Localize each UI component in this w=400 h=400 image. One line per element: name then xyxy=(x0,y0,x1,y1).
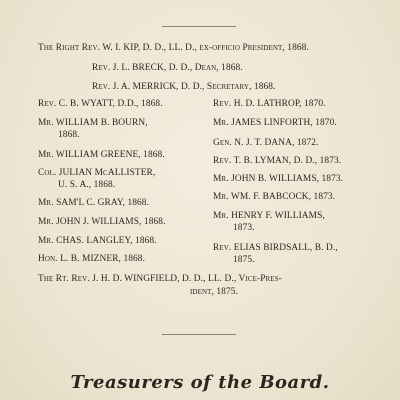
right-entry: Mr. JOHN B. WILLIAMS, 1873. xyxy=(213,174,344,184)
president-line: The Right Rev. W. I. KIP, D. D., LL. D., ex-officio President, 1868. xyxy=(38,43,309,53)
vice-president-line-continued: ident, 1875. xyxy=(190,287,238,297)
left-entry: Mr. CHAS. LANGLEY, 1868. xyxy=(38,236,157,246)
vice-president-line: The Rt. Rev. J. H. D. WINGFIELD, D. D., LL. D., Vice-Pres- xyxy=(38,274,282,284)
left-entry: Hon. L. B. MIZNER, 1868. xyxy=(38,254,146,264)
right-entry: Rev. H. D. LATHROP, 1870. xyxy=(213,99,326,109)
right-entry-continued: 1875. xyxy=(233,255,255,265)
right-entry: Mr. HENRY F. WILLIAMS, xyxy=(213,211,325,221)
right-entry: Mr. JAMES LINFORTH, 1870. xyxy=(213,118,337,128)
right-entry: Rev. T. B. LYMAN, D. D., 1873. xyxy=(213,156,342,166)
left-entry: Mr. WILLIAM B. BOURN, xyxy=(38,118,148,128)
right-entry: Mr. WM. F. BABCOCK, 1873. xyxy=(213,192,336,202)
right-entry: Rev. ELIAS BIRDSALL, B. D., xyxy=(213,243,338,253)
left-entry: Rev. C. B. WYATT, D.D., 1868. xyxy=(38,99,163,109)
left-entry: Mr. SAM'L C. GRAY, 1868. xyxy=(38,198,150,208)
bottom-divider xyxy=(162,334,236,335)
section-heading: Treasurers of the Board. xyxy=(70,372,330,393)
right-entry-continued: 1873. xyxy=(233,223,255,233)
right-entry: Gen. N. J. T. DANA, 1872. xyxy=(213,138,319,148)
left-entry-continued: U. S. A., 1868. xyxy=(58,180,116,190)
left-entry-continued: 1868. xyxy=(58,130,80,140)
secretary-line: Rev. J. A. MERRICK, D. D., Secretary, 1868. xyxy=(92,82,276,92)
left-entry: Col. JULIAN McALLISTER, xyxy=(38,168,156,178)
top-divider xyxy=(162,26,236,27)
left-entry: Mr. WILLIAM GREENE, 1868. xyxy=(38,150,165,160)
left-entry: Mr. JOHN J. WILLIAMS, 1868. xyxy=(38,217,166,227)
dean-line: Rev. J. L. BRECK, D. D., Dean, 1868. xyxy=(92,63,243,73)
